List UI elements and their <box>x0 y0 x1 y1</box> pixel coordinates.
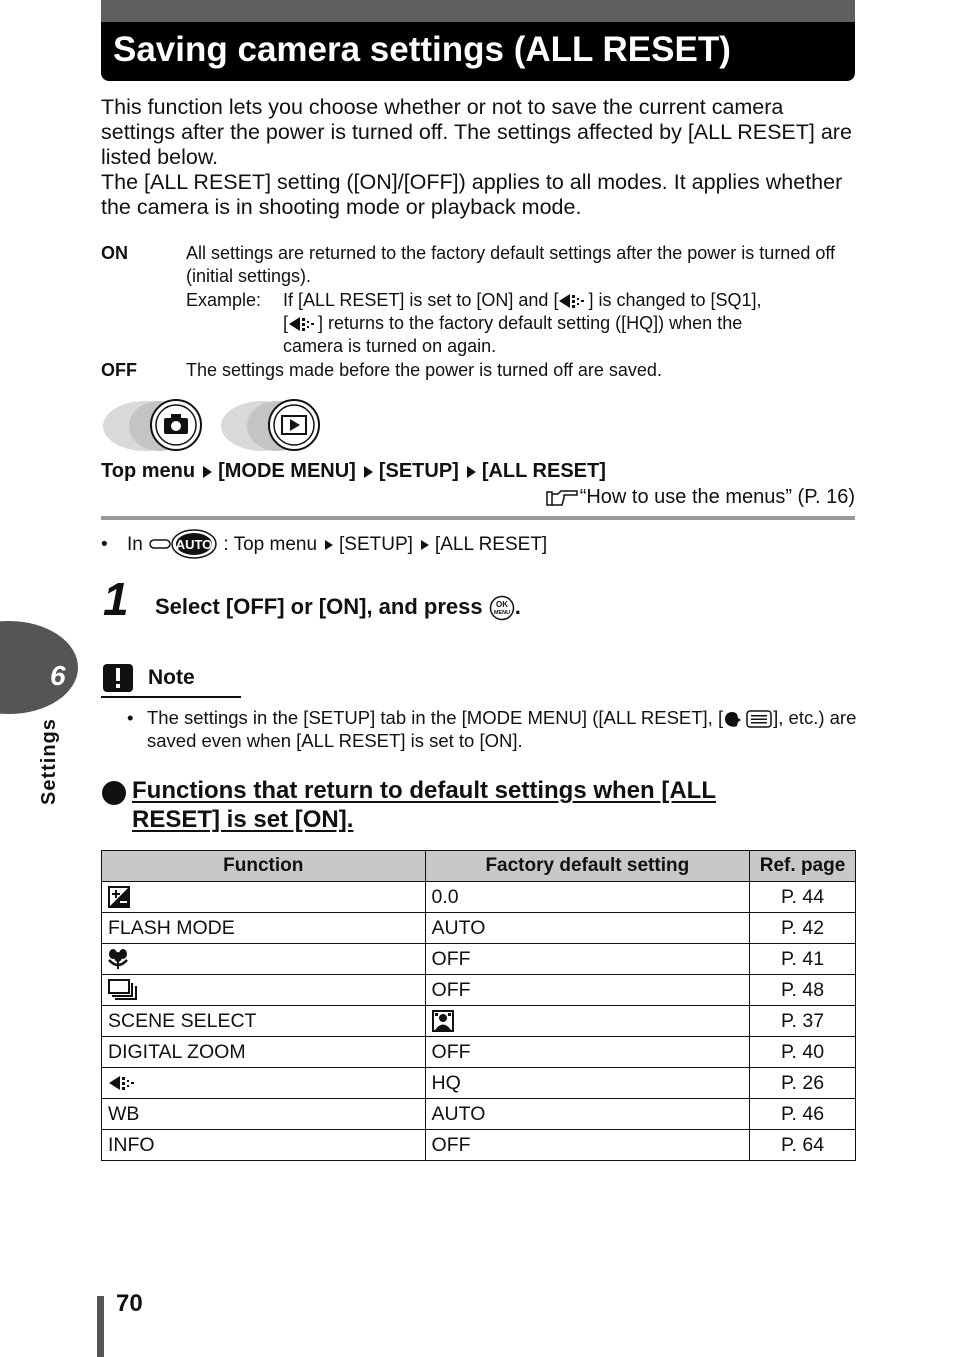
section-heading-text <box>132 776 716 834</box>
intro-paragraph-1: This function lets you choose whether or not to save the current camera settings after the power is turned off. The settings affected by [ALL RESET] are listed below. <box>101 95 852 169</box>
function-cell: INFO <box>102 1130 426 1161</box>
default-cell: 0.0 <box>425 882 750 913</box>
filled-circle-bullet-icon <box>101 780 127 806</box>
menu-path-top: Top menu <box>101 460 196 482</box>
table-row <box>102 944 856 975</box>
table-row <box>102 975 856 1006</box>
step-instruction <box>155 594 521 621</box>
ref-cell: P. 44 <box>750 882 856 913</box>
ref-cell: P. 46 <box>750 1099 856 1130</box>
howto-reference <box>546 486 855 509</box>
example-text-c: [ <box>283 313 289 333</box>
image-quality-icon <box>558 293 588 309</box>
title-bar <box>101 0 855 81</box>
section-divider <box>101 516 855 520</box>
menu-path-setup: [SETUP] <box>378 460 459 482</box>
default-cell: HQ <box>425 1068 750 1099</box>
note-text <box>147 706 857 752</box>
howto-text: “How to use the menus” (P. 16) <box>579 486 855 508</box>
title-band <box>101 0 855 22</box>
default-settings-table <box>101 850 856 1161</box>
default-cell: OFF <box>425 1037 750 1068</box>
intro-paragraph-2: The [ALL RESET] setting ([ON]/[OFF]) applies to all modes. It applies whether the camera is in shooting mode or playback mode. <box>101 170 843 219</box>
table-row <box>102 1037 856 1068</box>
default-cell: AUTO <box>425 1099 750 1130</box>
step-number: 1 <box>103 573 129 625</box>
arrow-right-icon <box>325 540 333 550</box>
ref-cell: P. 64 <box>750 1130 856 1161</box>
page-number: 70 <box>116 1290 143 1317</box>
pointing-hand-icon <box>546 489 580 507</box>
function-cell: SCENE SELECT <box>102 1006 426 1037</box>
section-heading-line-2: RESET] is set [ON]. <box>132 806 354 833</box>
example-line-3: camera is turned on again. <box>283 336 497 356</box>
table-row <box>102 1130 856 1161</box>
page-title: Saving camera settings (ALL RESET) <box>113 30 731 69</box>
step-end: . <box>514 594 521 619</box>
sequential-shooting-icon <box>108 979 138 1001</box>
exposure-compensation-icon <box>108 886 130 908</box>
function-cell: FLASH MODE <box>102 913 426 944</box>
bullet: • <box>101 534 108 556</box>
intro-text <box>101 95 861 220</box>
table-row <box>102 913 856 944</box>
function-cell: DIGITAL ZOOM <box>102 1037 426 1068</box>
table-row <box>102 1006 856 1037</box>
on-description: All settings are returned to the factory default settings after the power is turned off (initial settings). <box>186 243 836 286</box>
ref-cell: P. 48 <box>750 975 856 1006</box>
portrait-scene-icon <box>432 1010 454 1032</box>
function-cell: WB <box>102 1099 426 1130</box>
mode-icons <box>101 398 333 454</box>
default-cell: OFF <box>425 975 750 1006</box>
chapter-number: 6 <box>50 660 66 691</box>
auto-mode-note <box>101 529 547 561</box>
off-term: OFF <box>101 360 137 380</box>
auto-note-path-3: [ALL RESET] <box>434 534 548 556</box>
menu-path-all-reset: [ALL RESET] <box>481 460 606 482</box>
sound-menu-icon <box>723 709 773 729</box>
default-cell: AUTO <box>425 913 750 944</box>
section-heading-line-1: Functions that return to default settings when [ALL <box>132 777 716 804</box>
header-ref-page: Ref. page <box>750 851 856 882</box>
chapter-label: Settings <box>38 718 60 805</box>
example-line-2 <box>283 312 742 335</box>
arrow-right-icon <box>203 466 212 478</box>
note-text-a: The settings in the [SETUP] tab in the [MODE MENU] ([ALL RESET], [ <box>147 707 724 728</box>
example-text-b: ] is changed to [SQ1], <box>588 290 762 310</box>
step-text: Select [OFF] or [ON], and press <box>155 594 483 619</box>
table-row <box>102 882 856 913</box>
page-number-bar <box>97 1296 104 1357</box>
example-line-1 <box>283 289 762 312</box>
image-quality-icon <box>108 1075 138 1091</box>
menu-path-mode-menu: [MODE MENU] <box>218 460 356 482</box>
auto-note-path-1: : Top menu <box>223 534 318 556</box>
ref-cell: P. 41 <box>750 944 856 975</box>
note-text-b: ], etc.) are saved even when [ALL RESET] is set to [ON]. <box>147 707 857 752</box>
function-cell <box>102 975 426 1006</box>
default-cell: OFF <box>425 944 750 975</box>
macro-icon <box>108 948 128 970</box>
function-cell <box>102 944 426 975</box>
example-text-a: If [ALL RESET] is set to [ON] and [ <box>283 290 559 310</box>
ok-menu-button-icon <box>489 595 515 621</box>
svg-text:MENU: MENU <box>493 610 510 617</box>
off-description: The settings made before the power is turned off are saved. <box>186 360 662 380</box>
section-heading <box>101 776 716 834</box>
function-cell <box>102 1068 426 1099</box>
svg-text:OK: OK <box>495 600 508 610</box>
auto-label: AUTO <box>175 537 213 552</box>
table-header-row <box>102 851 856 882</box>
arrow-right-icon <box>364 466 373 478</box>
header-function: Function <box>102 851 426 882</box>
table-row <box>102 1068 856 1099</box>
auto-mode-dial-icon <box>148 529 218 561</box>
ref-cell: P. 42 <box>750 913 856 944</box>
on-term: ON <box>101 243 128 263</box>
arrow-right-icon <box>421 540 429 550</box>
playback-mode-icon <box>221 400 319 451</box>
table-row <box>102 1099 856 1130</box>
ref-cell: P. 37 <box>750 1006 856 1037</box>
arrow-right-icon <box>467 466 476 478</box>
chapter-tab <box>0 621 78 714</box>
bullet: • <box>127 707 134 728</box>
exclamation-icon <box>103 664 133 692</box>
default-cell: OFF <box>425 1130 750 1161</box>
shooting-mode-icon <box>103 400 201 451</box>
menu-path <box>101 460 606 483</box>
note-title: Note <box>148 666 195 689</box>
image-quality-icon <box>288 316 318 332</box>
header-factory-default: Factory default setting <box>425 851 750 882</box>
note-heading <box>101 664 241 698</box>
example-label: Example: <box>186 290 262 310</box>
function-cell <box>102 882 426 913</box>
ref-cell: P. 40 <box>750 1037 856 1068</box>
auto-note-path-2: [SETUP] <box>339 534 413 556</box>
example-text-d: ] returns to the factory default setting ([HQ]) when the <box>318 313 743 333</box>
auto-note-prefix: In <box>126 534 143 556</box>
ref-cell: P. 26 <box>750 1068 856 1099</box>
note-body <box>127 706 857 752</box>
default-cell <box>425 1006 750 1037</box>
